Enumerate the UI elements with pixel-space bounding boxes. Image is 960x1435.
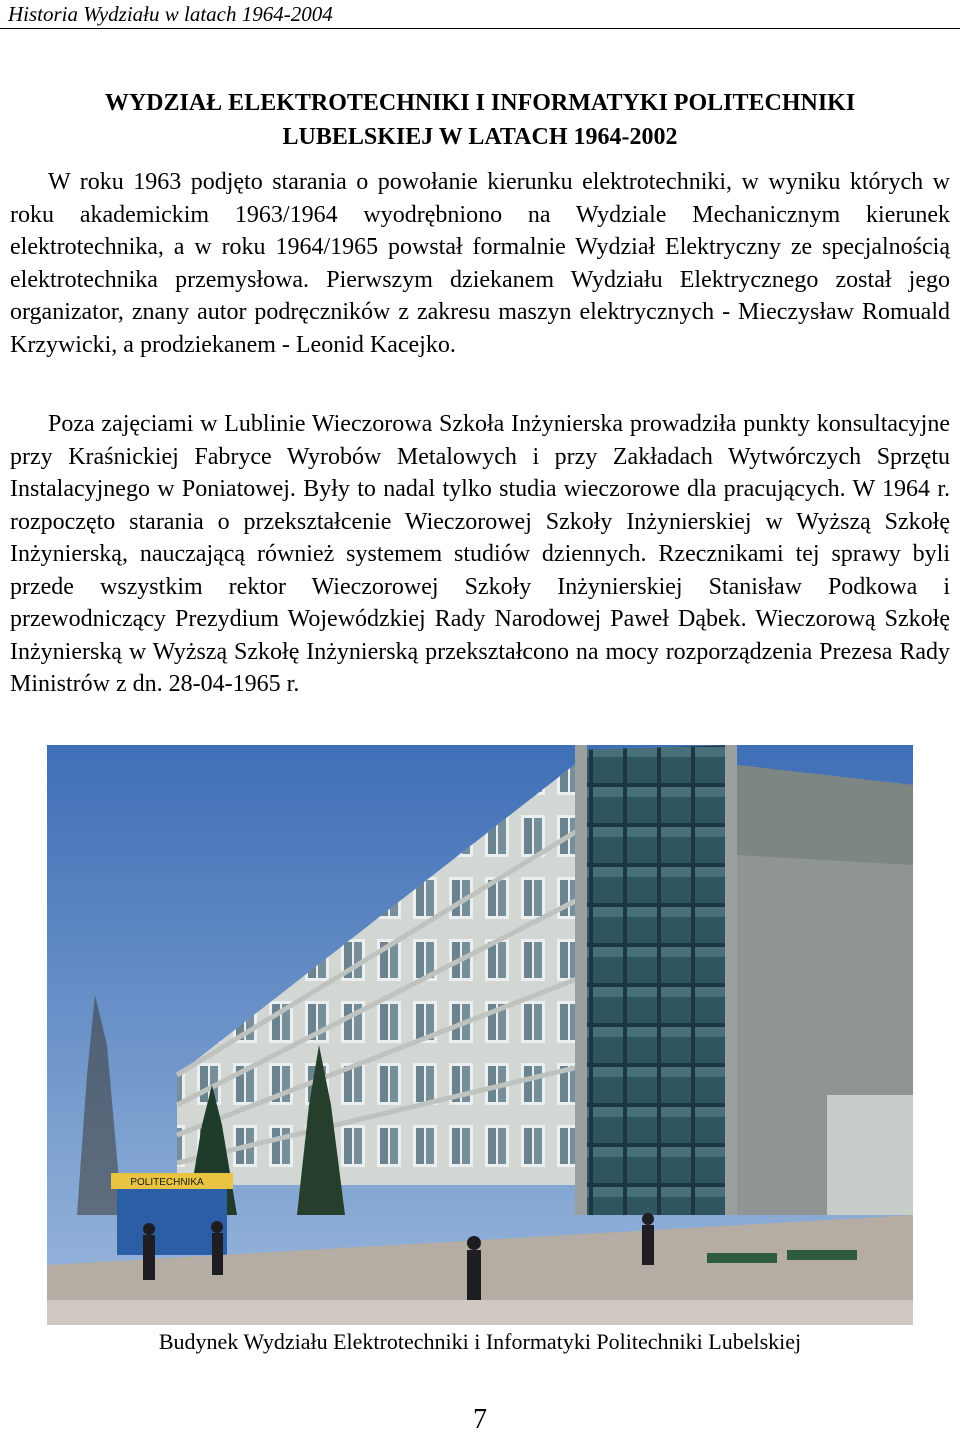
running-head: Historia Wydziału w latach 1964-2004: [8, 2, 333, 26]
glass-tower: [575, 745, 737, 1215]
building-photo: [47, 745, 913, 1325]
paragraph-2: Poza zajęciami w Lublinie Wieczorowa Szkoła Inżynierska prowadziła punkty konsultacyjne przy Kraśnickiej Fabryce Wyrobów Metalowych i przy Zakładach Wytwórczych Sprzętu Instalacyjnego w Poniatowej. Były to nadal tylko studia wieczorowe dla pracujących. W 1964 r. rozpoczęto starania o przekształcenie Wieczorowej Szkoły Inżynierskiej w Wyższą Szkołę Inżynierską, nauczającą również systemem studiów dziennych. Rzecznikami tej sprawy byli przede wszystkim rektor Wieczorowej Szkoły Inżynierskiej Stanisław Podkowa i przewodniczący Prezydium Wojewódzkiej Rady Narodowej Paweł Dąbek. Wieczorową Szkołę Inżynierską w Wyższą Szkołę Inżynierską przekształcono na mocy rozporządzenia Prezesa Rady Ministrów z dn. 28-04-1965 r.: [10, 411, 950, 697]
chapter-title-line-1: WYDZIAŁ ELEKTROTECHNIKI I INFORMATYKI POLITECHNIKI: [104, 90, 856, 116]
paragraph-1: W roku 1963 podjęto starania o powołanie kierunku elektrotechniki, w wyniku których w roku akademickim 1963/1964 wyodrębniono na Wydziale Mechanicznym kierunek elektrotechnika, a w roku 1964/1965 powstał formalnie Wydział Elektryczny ze specjalnością elektrotechnika przemysłowa. Pierwszym dziekanem Wydziału Elektrycznego został jego organizator, znany autor podręczników z zakresu maszyn elektrycznych - Mieczysław Romuald Krzywicki, a prodziekanem - Leonid Kacejko.: [10, 169, 950, 358]
kiosk-sign: POLITECHNIKA: [130, 1177, 204, 1188]
chapter-title-line-2: LUBELSKIEJ W LATACH 1964-2002: [282, 124, 678, 150]
photo-caption: Budynek Wydziału Elektrotechniki i Informatyki Politechniki Lubelskiej: [158, 1329, 802, 1354]
chapter-title: [0, 86, 960, 154]
page-number: 7: [473, 1404, 487, 1435]
header-rule: [0, 28, 960, 29]
kiosk: [117, 1185, 227, 1255]
